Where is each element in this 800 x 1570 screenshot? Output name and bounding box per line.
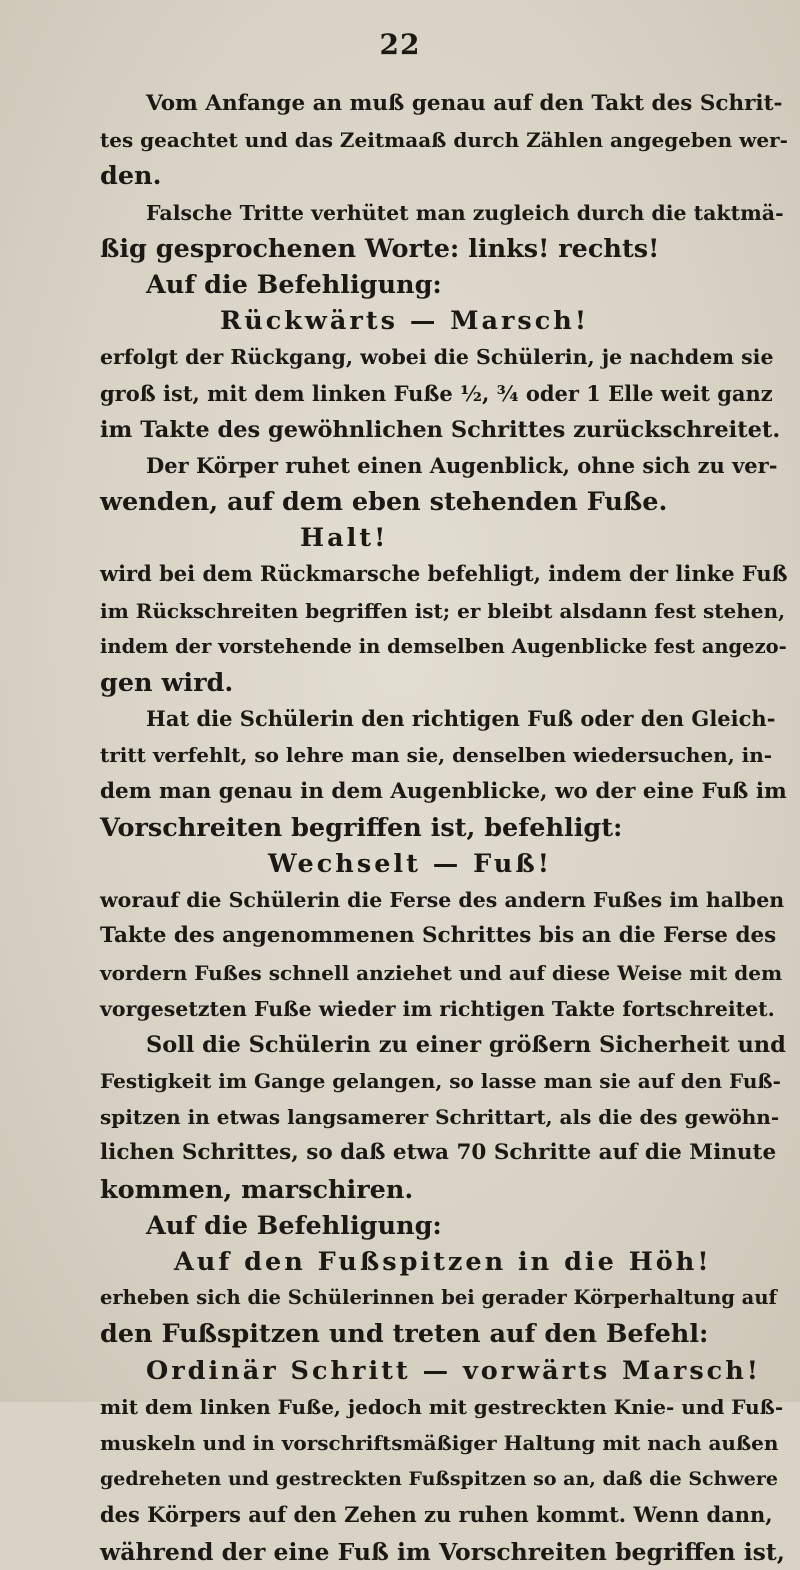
text-line: muskeln und in vorschriftsmäßiger Haltung mit nach außen [100,1430,779,1455]
text-line: Auf die Befehligung: [146,1210,442,1241]
text-line: Hat die Schülerin den richtigen Fuß oder den Gleich- [146,706,776,732]
text-line: im Rückschreiten begriffen ist; er bleibt alsdann fest stehen, [100,598,786,623]
text-line: des Körpers auf den Zehen zu ruhen kommt. Wenn dann, [100,1502,773,1528]
text-line: ßig gesprochenen Worte: links! rechts! [100,233,660,264]
text-line: Der Körper ruhet einen Augenblick, ohne sich zu ver- [146,452,778,478]
text-line: Festigkeit im Gange gelangen, so lasse man sie auf den Fuß- [100,1069,781,1094]
text-line: Vorschreiten begriffen ist, befehligt: [100,812,623,843]
command-line: Wechselt — Fuß! [268,848,552,879]
text-line: vordern Fußes schnell anziehet und auf diese Weise mit dem [100,960,783,985]
text-line: erfolgt der Rückgang, wobei die Schülerin, je nachdem sie [100,345,774,370]
text-line: groß ist, mit dem linken Fuße ½, ¾ oder 1 Elle weit ganz [100,380,773,406]
command-line: Ordinär Schritt — vorwärts Marsch! [146,1355,761,1386]
text-line: den Fußspitzen und treten auf den Befehl: [100,1319,709,1350]
text-line: wird bei dem Rückmarsche befehligt, indem der linke Fuß [100,561,788,587]
text-line: Falsche Tritte verhütet man zugleich durch die taktmä- [146,200,784,225]
text-line: gedreheten und gestreckten Fußspitzen so an, daß die Schwere [100,1468,778,1491]
text-line: Soll die Schülerin zu einer größern Sicherheit und [146,1031,786,1058]
text-line: worauf die Schülerin die Ferse des andern Fußes im halben [100,888,785,913]
text-line: spitzen in etwas langsamerer Schrittart, als die des gewöhn- [100,1105,780,1130]
text-line: den. [100,161,162,192]
text-line: lichen Schrittes, so daß etwa 70 Schritte auf die Minute [100,1140,777,1166]
command-line: Auf den Fußspitzen in die Höh! [174,1247,712,1277]
text-line: Takte des angenommenen Schrittes bis an die Ferse des [100,923,777,949]
command-line: Halt! [300,523,389,554]
text-line: während der eine Fuß im Vorschreiten begriffen ist, [100,1537,785,1566]
text-line: mit dem linken Fuße, jedoch mit gestreckten Knie- und Fuß- [100,1394,784,1419]
text-line: Vom Anfange an muß genau auf den Takt des Schrit- [146,91,783,116]
text-line: tritt verfehlt, so lehre man sie, denselben wiedersuchen, in- [100,743,773,768]
text-line: erheben sich die Schülerinnen bei gerader Körperhaltung auf [100,1286,777,1310]
command-line: Rückwärts — Marsch! [220,306,590,337]
text-line: wenden, auf dem eben stehenden Fuße. [100,487,668,518]
text-line: dem man genau in dem Augenblicke, wo der eine Fuß im [100,778,787,804]
text-line: indem der vorstehende in demselben Augenblicke fest angezo- [100,634,787,658]
text-line: Auf die Befehligung: [146,269,442,300]
text-line: kommen, marschiren. [100,1174,414,1205]
page-number: 22 [379,28,421,61]
text-line: gen wird. [100,668,234,698]
body-text [100,86,788,1570]
text-line: im Takte des gewöhnlichen Schrittes zurückschreitet. [100,416,781,443]
text-line: tes geachtet und das Zeitmaaß durch Zählen angegeben wer- [100,128,788,153]
text-line: vorgesetzten Fuße wieder im richtigen Takte fortschreitet. [100,996,775,1021]
